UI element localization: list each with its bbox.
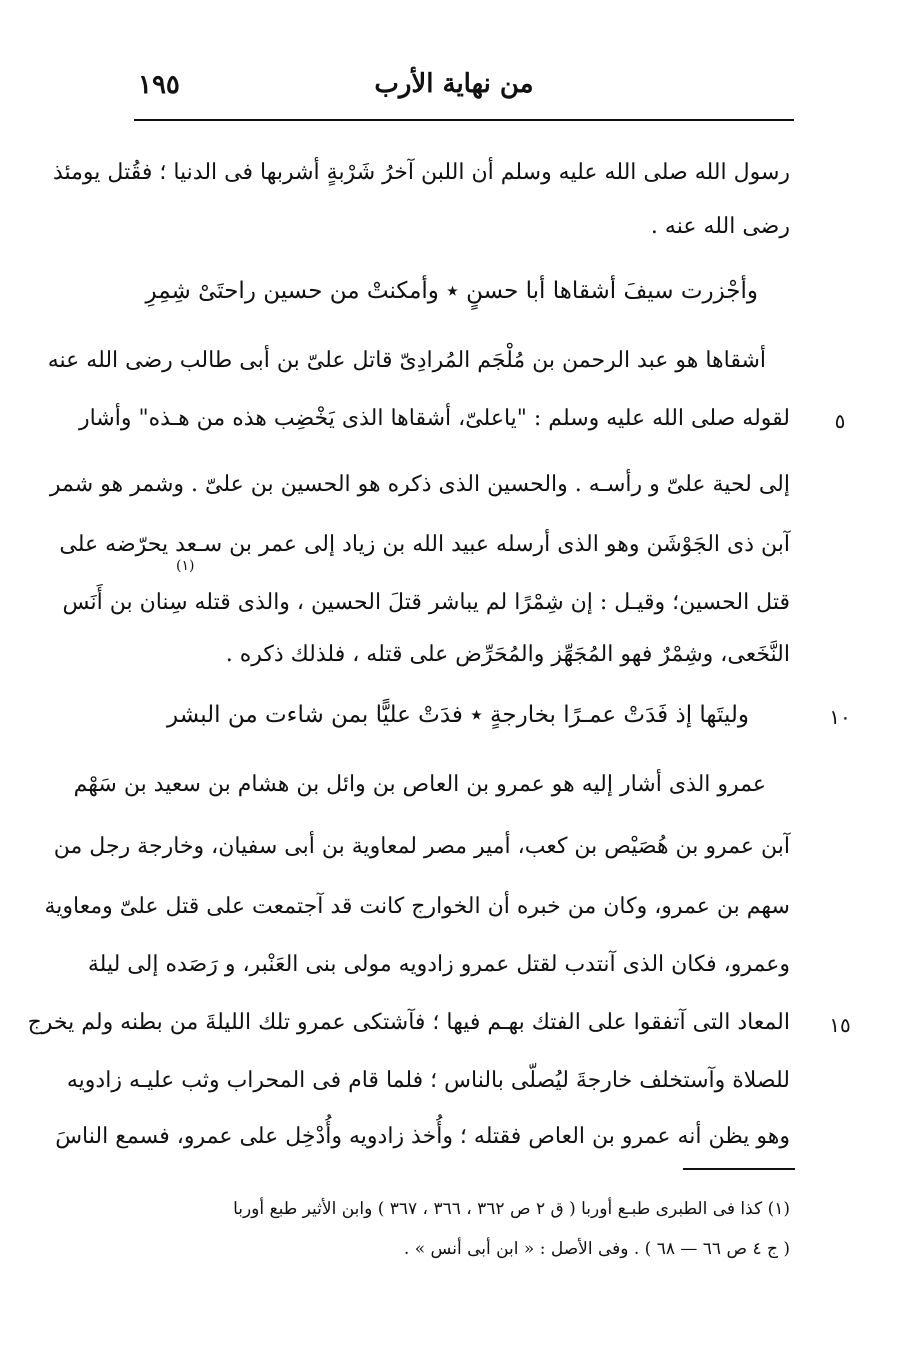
text-line: قتل الحسين؛ وقيـل : إن شِمْرًا لم يباشر قتلَ الحسين ، والذى قتله سِنان بن أَنَس — [62, 590, 790, 615]
verse-line: وليتَها إذ فَدَتْ عمـرًا بخارجةٍ ٭ فدَتْ عليًّا بمن شاءت من البشر — [167, 702, 749, 728]
margin-line-number: ٥ — [834, 409, 846, 433]
text-line: رسول الله صلى الله عليه وسلم أن اللبن آخرُ شَرْبةٍ أشربها فى الدنيا ؛ فقُتل يومئذ — [52, 160, 790, 185]
text-line: عمرو الذى أشار إليه هو عمرو بن العاص بن وائل بن هشام بن سعيد بن سَهْم — [73, 772, 766, 797]
text-line: المعاد التى آتفقوا على الفتك بهـم فيها ؛ فآشتكى عمرو تلك الليلةَ من بطنه ولم يخرج — [27, 1010, 790, 1035]
text-line: أشقاها هو عبد الرحمن بن مُلْجَم المُرادِىّ قاتل علىّ بن أبى طالب رضى الله عنه — [47, 348, 766, 373]
footnote-marker: (١) — [176, 558, 195, 574]
footnote-line: ( ج ٤ ص ٦٦ — ٦٨ ) . وفى الأصل : « ابن أبى أنس » . — [403, 1239, 790, 1259]
text-line: آبن عمرو بن هُصَيْص بن كعب، أمير مصر لمعاوية بن أبى سفيان، وخارجة رجل من — [53, 834, 790, 859]
footnote-rule — [683, 1168, 795, 1170]
text-line: وعمرو، فكان الذى آنتدب لقتل عمرو زادويه مولى بنى العَنْبر، و رَصَده إلى ليلة — [87, 952, 790, 977]
text-line: رضى الله عنه . — [650, 214, 790, 239]
text-line: إلى لحية علىّ و رأسـه . والحسين الذى ذكره هو الحسين بن علىّ . وشمر هو شمر — [49, 472, 790, 497]
running-title: من نهاية الأرب — [374, 69, 534, 99]
text-line: وهو يظن أنه عمرو بن العاص فقتله ؛ وأُخذ زادويه وأُدْخِل على عمرو، فسمع الناسَ — [55, 1124, 790, 1149]
text-line: النَّخَعى، وشِمْرٌ فهو المُجَهِّز والمُحَرِّض على قتله ، فلذلك ذكره . — [225, 642, 790, 667]
header-rule — [134, 119, 794, 121]
text-line: لقوله صلى الله عليه وسلم : "ياعلىّ، أشقاها الذى يَخْضِب هذه من هـذه" وأشار — [78, 406, 790, 431]
text-line: للصلاة وآستخلف خارجةَ ليُصلّى بالناس ؛ فلما قام فى المحراب وثب عليـه زادويه — [66, 1068, 790, 1093]
footnote-line: (١) كذا فى الطبرى طبـع أوربا ( ق ٢ ص ٣٦٢ ، ٣٦٦ ، ٣٦٧ ) وابن الأثير طبع أوربا — [233, 1199, 790, 1219]
verse-line: وأجْزرت سيفَ أشقاها أبا حسنٍ ٭ وأمكنتْ من حسين راحتَىْ شِمِرِ — [145, 278, 758, 304]
margin-line-number: ١٠ — [829, 705, 851, 729]
text-line: آبن ذى الجَوْشَن وهو الذى أرسله عبيد الله بن زياد إلى عمر بن سـعد يحرّضه على — [59, 532, 790, 557]
page-number: ١٩٥ — [138, 70, 180, 100]
margin-line-number: ١٥ — [829, 1013, 851, 1037]
text-line: سهم بن عمرو، وكان من خبره أن الخوارج كانت قد آجتمعت على قتل علىّ ومعاوية — [44, 894, 790, 919]
